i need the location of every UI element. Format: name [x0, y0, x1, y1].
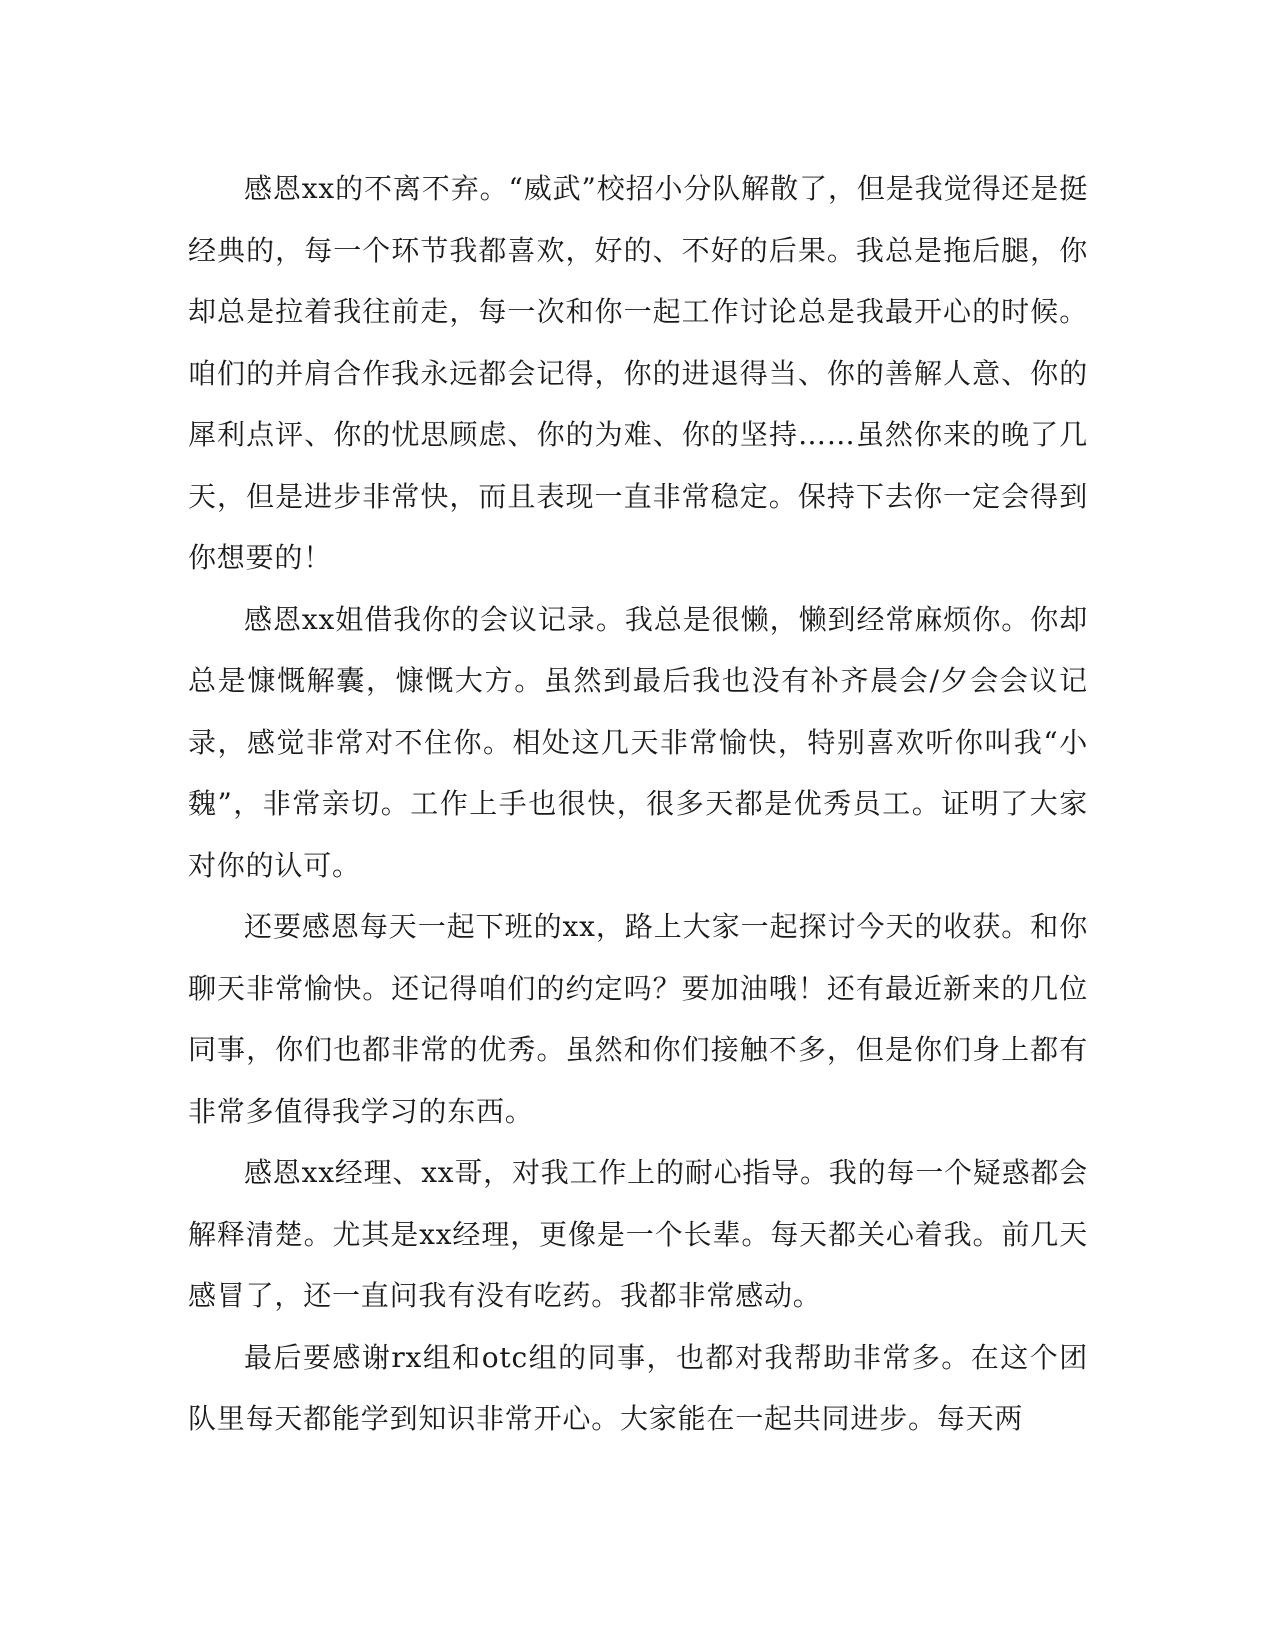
- paragraph: 感恩xx姐借我你的会议记录。我总是很懒，懒到经常麻烦你。你却总是慷慨解囊，慷慨大方。虽然到最后我也没有补齐晨会/夕会会议记录，感觉非常对不住你。相处这几天非常愉快，特别喜欢听你叫我“小魏”，非常亲切。工作上手也很快，很多天都是优秀员工。证明了大家对你的认可。: [188, 602, 1088, 882]
- paragraph: 感恩xx的不离不弃。“威武”校招小分队解散了，但是我觉得还是挺经典的，每一个环节我都喜欢，好的、不好的后果。我总是拖后腿，你却总是拉着我往前走，每一次和你一起工作讨论总是我最开心的时候。咱们的并肩合作我永远都会记得，你的进退得当、你的善解人意、你的犀利点评、你的忧思顾虑、你的为难、你的坚持……虽然你来的晚了几天，但是进步非常快，而且表现一直非常稳定。保持下去你一定会得到你想要的！: [188, 172, 1088, 574]
- paragraph: 最后要感谢rx组和otc组的同事，也都对我帮助非常多。在这个团队里每天都能学到知识非常开心。大家能在一起共同进步。每天两: [188, 1340, 1088, 1435]
- paragraph: 还要感恩每天一起下班的xx，路上大家一起探讨今天的收获。和你聊天非常愉快。还记得咱们的约定吗？要加油哦！还有最近新来的几位同事，你们也都非常的优秀。虽然和你们接触不多，但是你们身上都有非常多值得我学习的东西。: [188, 910, 1088, 1128]
- document-body: [188, 158, 1088, 1450]
- paragraph: 感恩xx经理、xx哥，对我工作上的耐心指导。我的每一个疑惑都会解释清楚。尤其是xx经理，更像是一个长辈。每天都关心着我。前几天感冒了，还一直问我有没有吃药。我都非常感动。: [188, 1156, 1088, 1312]
